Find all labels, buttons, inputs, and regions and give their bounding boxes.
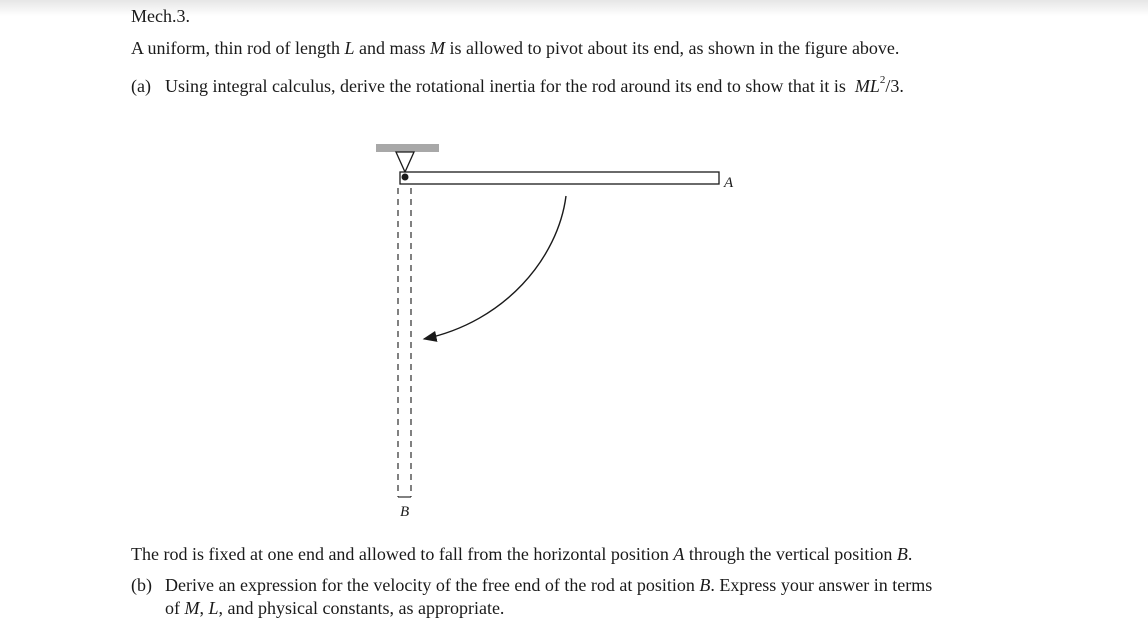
- label-b: B: [400, 504, 410, 520]
- pivot-pin: [402, 174, 409, 181]
- part-b-label: (b): [131, 575, 152, 595]
- part-b-line2: of M, L, and physical constants, as appropriate.: [165, 598, 505, 618]
- part-a-text: Using integral calculus, derive the rotational inertia for the rod around its end to show that it is: [165, 76, 846, 96]
- ceiling-support: [376, 144, 439, 152]
- problem-title: Mech.3.: [131, 6, 190, 26]
- problem-intro: A uniform, thin rod of length L and mass M is allowed to pivot about its end, as shown in the figure above.: [131, 38, 900, 58]
- part-a-formula: $ML^2/3$.: [854, 74, 904, 96]
- rod-horizontal: [400, 172, 719, 184]
- fall-statement: The rod is fixed at one end and allowed to fall from the horizontal position A through the vertical position B.: [131, 544, 913, 564]
- part-a-label: (a): [131, 76, 151, 96]
- part-b-line1: (b) Derive an expression for the velocity of the free end of the rod at position B. Express your answer in terms: [131, 575, 933, 595]
- rotation-arrow: [424, 196, 566, 339]
- label-a: A: [724, 175, 734, 191]
- pivot-bracket: [396, 152, 414, 172]
